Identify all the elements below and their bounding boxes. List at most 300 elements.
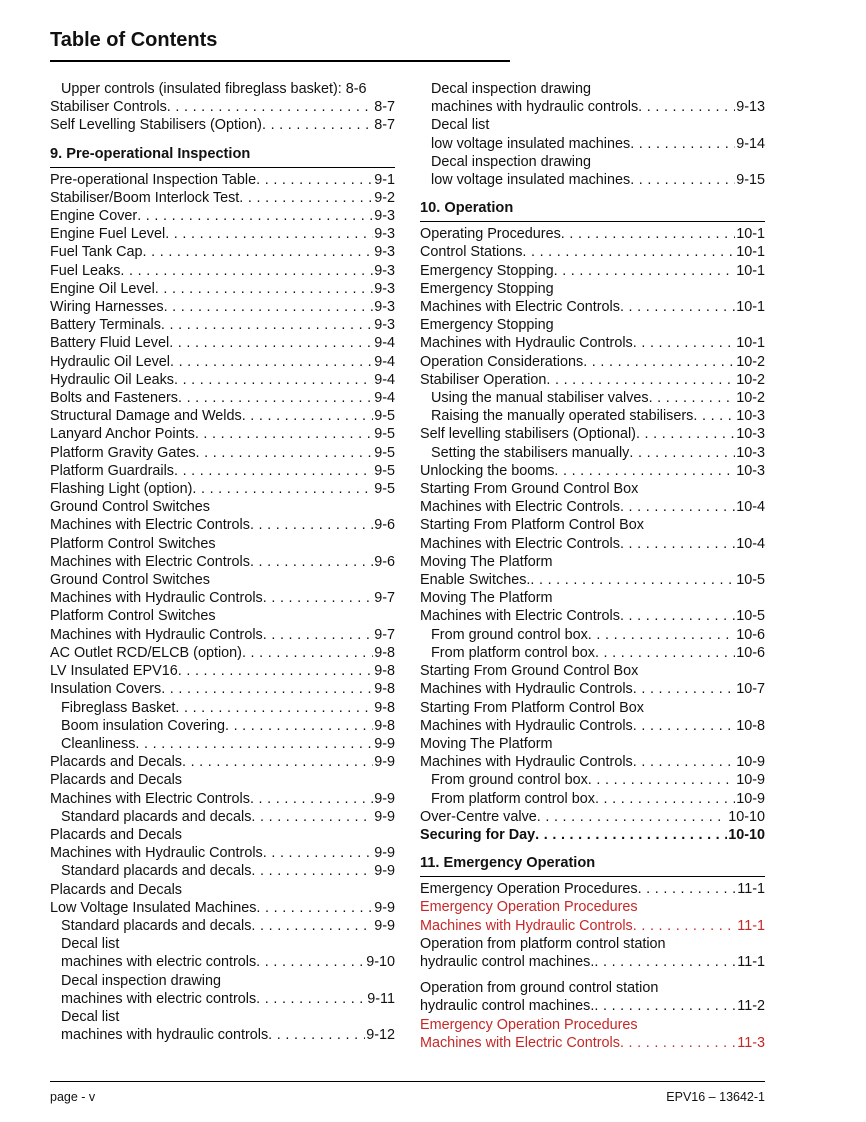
dot-leader [537, 808, 727, 826]
toc-entry-title: Self Levelling Stabilisers (Option) [50, 117, 262, 134]
toc-entry-title: Emergency Operation Procedures [420, 881, 638, 898]
toc-entry-page: 9-8 [374, 717, 395, 734]
toc-entry[interactable] [420, 98, 765, 116]
toc-entry[interactable] [50, 98, 395, 116]
toc-entry[interactable] [50, 826, 395, 844]
toc-entry[interactable] [420, 735, 765, 753]
toc-entry[interactable] [50, 280, 395, 298]
toc-right-column [420, 80, 765, 1052]
toc-entry[interactable] [50, 990, 395, 1008]
toc-entry[interactable] [420, 535, 765, 553]
toc-entry-page: 9-4 [374, 371, 395, 388]
toc-entry[interactable] [50, 298, 395, 316]
toc-entry-page: 9-6 [374, 553, 395, 570]
toc-entry[interactable] [420, 808, 765, 826]
toc-entry-title: Placards and Decals [50, 772, 182, 789]
toc-entry-page: 10-3 [736, 444, 765, 461]
toc-entry-title: Emergency Operation Procedures [420, 899, 638, 916]
dot-leader [195, 425, 373, 443]
toc-entry-title: Decal inspection drawing [61, 972, 221, 989]
dot-leader [167, 98, 373, 116]
toc-entry[interactable] [50, 425, 395, 443]
section-heading: 11. Emergency Operation [420, 854, 765, 877]
toc-entry[interactable] [420, 997, 765, 1015]
dot-leader [169, 334, 373, 352]
dot-leader [263, 844, 373, 862]
toc-entry[interactable] [50, 535, 395, 553]
dot-leader [174, 462, 373, 480]
toc-entry[interactable] [50, 717, 395, 735]
toc-entry-title: Machines with Hydraulic Controls [420, 754, 633, 771]
toc-entry-page: 9-13 [736, 99, 765, 116]
toc-entry[interactable] [50, 935, 395, 953]
toc-entry-title: AC Outlet RCD/ELCB (option) [50, 644, 242, 661]
toc-entry-title: Machines with Electric Controls [420, 299, 620, 316]
toc-entry[interactable] [420, 571, 765, 589]
toc-entry[interactable] [420, 153, 765, 171]
dot-leader [256, 171, 373, 189]
toc-entry-title: Platform Control Switches [50, 608, 216, 625]
toc-entry-page: 11-3 [737, 1034, 765, 1051]
toc-entry[interactable] [50, 334, 395, 352]
toc-entry-title: Decal list [61, 1008, 120, 1025]
toc-entry-title: From ground control box [431, 626, 588, 643]
toc-entry-title: machines with hydraulic controls [61, 1027, 269, 1044]
toc-entry-page: 9-8 [374, 681, 395, 698]
toc-entry[interactable] [420, 116, 765, 134]
toc-entry-page: 9-2 [374, 189, 395, 206]
dot-leader [170, 353, 373, 371]
toc-entry-title: hydraulic control machines. [420, 998, 595, 1015]
title-divider [50, 60, 510, 62]
toc-entry-page: 10-6 [736, 626, 765, 643]
toc-entry-title: Machines with Hydraulic Controls [420, 335, 633, 352]
toc-entry[interactable] [50, 389, 395, 407]
toc-entry-page: 9-7 [374, 626, 395, 643]
toc-entry[interactable] [420, 389, 765, 407]
toc-entry-title: Platform Control Switches [50, 535, 216, 552]
dot-leader [192, 480, 373, 498]
toc-entry[interactable] [50, 116, 395, 134]
toc-entry-title: Structural Damage and Welds [50, 408, 242, 425]
toc-entry[interactable] [420, 298, 765, 316]
toc-entry-page: 9-3 [374, 244, 395, 261]
toc-entry-title: Emergency Stopping [420, 262, 554, 279]
toc-entry-title: Stabiliser Controls [50, 99, 167, 116]
toc-entry-page: 10-5 [736, 608, 765, 625]
dot-leader [174, 371, 373, 389]
toc-entry-page: 9-8 [374, 644, 395, 661]
dot-leader [256, 953, 365, 971]
dot-leader [165, 225, 373, 243]
toc-entry-title: Cleanliness [61, 735, 136, 752]
toc-left-column [50, 80, 395, 1044]
toc-entry[interactable] [420, 225, 765, 243]
dot-leader [633, 334, 735, 352]
toc-entry[interactable] [50, 607, 395, 625]
toc-entry-title: Operating Procedures [420, 226, 561, 243]
toc-entry-page: 10-2 [736, 390, 765, 407]
dot-leader [588, 626, 735, 644]
toc-entry[interactable] [420, 607, 765, 625]
toc-entry-page: 10-9 [736, 754, 765, 771]
toc-entry[interactable] [420, 243, 765, 261]
footer-divider [50, 1081, 765, 1082]
toc-entry-title: Platform Guardrails [50, 462, 174, 479]
toc-entry-title: Engine Oil Level [50, 280, 155, 297]
toc-entry[interactable] [50, 207, 395, 225]
dot-leader [595, 644, 735, 662]
toc-entry[interactable] [50, 844, 395, 862]
toc-entry[interactable] [420, 790, 765, 808]
toc-entry-title: Machines with Hydraulic Controls [420, 917, 633, 934]
toc-entry[interactable] [50, 171, 395, 189]
toc-entry[interactable] [420, 589, 765, 607]
toc-entry[interactable] [50, 790, 395, 808]
toc-entry-page: 8-7 [374, 99, 395, 116]
toc-entry[interactable] [50, 498, 395, 516]
dot-leader [583, 353, 735, 371]
toc-entry[interactable] [420, 753, 765, 771]
toc-entry-title: Operation from ground control station [420, 980, 659, 997]
toc-entry[interactable] [420, 626, 765, 644]
toc-entry-page: 9-9 [374, 808, 395, 825]
toc-entry-title: Low Voltage Insulated Machines [50, 899, 257, 916]
toc-entry-title: Starting From Platform Control Box [420, 699, 644, 716]
toc-entry-page: 9-3 [374, 262, 395, 279]
toc-entry[interactable] [420, 1034, 765, 1052]
toc-entry[interactable] [420, 262, 765, 280]
toc-entry-title: Fuel Leaks [50, 262, 121, 279]
dot-leader [251, 917, 373, 935]
toc-entry-page: 10-1 [736, 262, 765, 279]
toc-entry-page: 10-6 [736, 644, 765, 661]
toc-entry-page: 8-7 [374, 117, 395, 134]
dot-leader [250, 790, 373, 808]
toc-entry-page: 10-3 [736, 426, 765, 443]
toc-entry[interactable] [50, 225, 395, 243]
dot-leader [649, 389, 736, 407]
toc-entry-title: Upper controls (insulated fibreglass basket): 8-6 [61, 81, 367, 97]
toc-entry-page: 9-9 [374, 899, 395, 916]
toc-entry-page: 10-10 [728, 808, 765, 825]
toc-entry[interactable] [420, 553, 765, 571]
toc-entry-page: 9-3 [374, 208, 395, 225]
dot-leader [633, 717, 735, 735]
toc-entry[interactable] [420, 1016, 765, 1034]
toc-entry-page: 10-3 [736, 408, 765, 425]
toc-entry-title: Starting From Platform Control Box [420, 517, 644, 534]
toc-entry-page: 11-2 [737, 998, 765, 1015]
toc-entry[interactable] [50, 881, 395, 899]
toc-entry[interactable] [420, 953, 765, 971]
toc-entry[interactable] [50, 771, 395, 789]
toc-entry-title: Moving The Platform [420, 553, 553, 570]
toc-entry-page: 10-5 [736, 572, 765, 589]
toc-entry-title: Standard placards and decals [61, 863, 252, 880]
toc-entry-page: 9-8 [374, 699, 395, 716]
toc-entry-title: Fuel Tank Cap [50, 244, 143, 261]
toc-entry-title: Stabiliser/Boom Interlock Test [50, 189, 240, 206]
toc-entry-page: 9-10 [366, 954, 395, 971]
toc-entry-title: Over-Centre valve [420, 808, 537, 825]
toc-entry[interactable] [420, 80, 765, 98]
toc-entry[interactable] [420, 644, 765, 662]
dot-leader [638, 880, 737, 898]
toc-entry-title: Raising the manually operated stabilisers [431, 408, 694, 425]
toc-entry-title: LV Insulated EPV16 [50, 663, 178, 680]
dot-leader [638, 98, 735, 116]
dot-leader [161, 680, 373, 698]
toc-entry[interactable] [420, 516, 765, 534]
dot-leader [620, 1034, 736, 1052]
toc-entry[interactable] [50, 662, 395, 680]
toc-entry[interactable] [50, 407, 395, 425]
toc-entry[interactable] [50, 353, 395, 371]
dot-leader [620, 498, 735, 516]
toc-entry-page: 10-9 [736, 772, 765, 789]
toc-entry-page: 9-3 [374, 226, 395, 243]
toc-entry[interactable] [420, 662, 765, 680]
toc-entry-title: Control Stations [420, 244, 523, 261]
dot-leader [693, 407, 735, 425]
spacer [420, 971, 765, 979]
toc-entry-page: 9-4 [374, 390, 395, 407]
dot-leader [630, 171, 735, 189]
toc-entry[interactable] [50, 899, 395, 917]
toc-entry[interactable] [50, 571, 395, 589]
toc-entry[interactable] [420, 425, 765, 443]
toc-entry[interactable] [420, 171, 765, 189]
toc-entry-title: Lanyard Anchor Points [50, 426, 195, 443]
toc-entry-page: 9-4 [374, 353, 395, 370]
toc-entry[interactable] [50, 480, 395, 498]
toc-entry[interactable] [50, 243, 395, 261]
toc-entry-title: Machines with Hydraulic Controls [50, 845, 263, 862]
toc-entry[interactable] [50, 953, 395, 971]
toc-entry[interactable] [50, 735, 395, 753]
toc-entry-title: Emergency Operation Procedures [420, 1016, 638, 1033]
toc-entry-title: Platform Gravity Gates [50, 444, 196, 461]
toc-entry[interactable] [420, 880, 765, 898]
toc-entry[interactable] [420, 462, 765, 480]
toc-entry-title: Insulation Covers [50, 681, 162, 698]
toc-entry-title: Machines with Electric Controls [420, 535, 620, 552]
dot-leader [178, 662, 373, 680]
toc-entry-page: 9-5 [374, 426, 395, 443]
toc-entry[interactable] [420, 480, 765, 498]
toc-entry-page: 11-1 [737, 881, 765, 898]
toc-entry[interactable] [420, 717, 765, 735]
toc-entry-title: From platform control box [431, 790, 595, 807]
toc-entry[interactable] [50, 316, 395, 334]
toc-entry[interactable] [420, 316, 765, 334]
toc-entry[interactable] [420, 979, 765, 997]
toc-entry[interactable] [50, 189, 395, 207]
toc-entry-title: Ground Control Switches [50, 499, 210, 516]
dot-leader [251, 808, 373, 826]
toc-entry-title: From ground control box [431, 772, 588, 789]
toc-entry[interactable] [50, 808, 395, 826]
dot-leader [135, 735, 373, 753]
toc-entry-title: low voltage insulated machines [431, 135, 631, 152]
dot-leader [137, 207, 373, 225]
dot-leader [225, 717, 373, 735]
toc-entry[interactable] [50, 1026, 395, 1044]
toc-entry-page: 10-7 [736, 681, 765, 698]
toc-entry-page: 10-10 [728, 826, 765, 843]
toc-entry-title: Hydraulic Oil Leaks [50, 371, 174, 388]
toc-entry[interactable] [420, 935, 765, 953]
dot-leader [522, 243, 735, 261]
toc-entry[interactable] [50, 80, 395, 98]
toc-entry[interactable] [50, 553, 395, 571]
toc-entry-page: 9-9 [374, 917, 395, 934]
toc-entry-page: 9-9 [374, 863, 395, 880]
toc-entry[interactable] [50, 626, 395, 644]
dot-leader [588, 771, 735, 789]
dot-leader [620, 298, 735, 316]
dot-leader [594, 997, 736, 1015]
toc-entry-title: Self levelling stabilisers (Optional) [420, 426, 636, 443]
toc-entry[interactable] [420, 334, 765, 352]
toc-entry-title: Flashing Light (option) [50, 481, 193, 498]
toc-entry-page: 9-3 [374, 280, 395, 297]
toc-entry-page: 9-12 [366, 1027, 395, 1044]
footer-page-number: page - v [50, 1090, 96, 1104]
toc-entry-title: hydraulic control machines. [420, 953, 595, 970]
toc-entry-title: Decal list [61, 936, 120, 953]
toc-entry[interactable] [420, 898, 765, 916]
toc-entry[interactable] [50, 753, 395, 771]
toc-entry-page: 9-5 [374, 481, 395, 498]
toc-entry-page: 9-9 [374, 845, 395, 862]
toc-entry[interactable] [420, 917, 765, 935]
dot-leader [164, 298, 374, 316]
dot-leader [268, 1026, 365, 1044]
dot-leader [178, 389, 373, 407]
toc-entry-page: 9-1 [374, 171, 395, 188]
dot-leader [554, 262, 736, 280]
toc-entry[interactable] [50, 644, 395, 662]
toc-entry-title: Hydraulic Oil Level [50, 353, 170, 370]
toc-entry-title: Machines with Hydraulic Controls [50, 626, 263, 643]
toc-entry[interactable] [50, 262, 395, 280]
toc-entry-title: Machines with Hydraulic Controls [420, 717, 633, 734]
toc-entry[interactable] [50, 972, 395, 990]
toc-entry-title: Decal inspection drawing [431, 81, 591, 97]
toc-entry-title: Operation Considerations [420, 353, 584, 370]
toc-entry-page: 9-5 [374, 408, 395, 425]
toc-entry-page: 9-5 [374, 444, 395, 461]
toc-entry-page: 9-8 [374, 663, 395, 680]
toc-entry-title: Securing for Day [420, 826, 536, 843]
toc-entry-page: 11-1 [737, 917, 765, 934]
dot-leader [633, 917, 737, 935]
toc-entry[interactable] [50, 516, 395, 534]
toc-entry-title: Machines with Electric Controls [420, 608, 620, 625]
dot-leader [251, 862, 373, 880]
toc-entry-page: 9-9 [374, 735, 395, 752]
toc-entry[interactable] [420, 135, 765, 153]
toc-entry[interactable] [420, 498, 765, 516]
toc-entry[interactable] [420, 699, 765, 717]
toc-entry[interactable] [50, 371, 395, 389]
toc-entry[interactable] [50, 680, 395, 698]
dot-leader [256, 990, 366, 1008]
dot-leader [546, 371, 735, 389]
toc-entry-title: Stabiliser Operation [420, 371, 547, 388]
dot-leader [242, 644, 373, 662]
toc-entry[interactable] [420, 280, 765, 298]
dot-leader [561, 225, 735, 243]
dot-leader [262, 116, 373, 134]
toc-entry-title: Wiring Harnesses [50, 299, 164, 316]
dot-leader [630, 135, 735, 153]
toc-entry-page: 10-8 [736, 717, 765, 734]
toc-entry[interactable] [420, 353, 765, 371]
toc-entry-page: 10-1 [736, 226, 765, 243]
dot-leader [554, 462, 735, 480]
toc-entry-title: Decal inspection drawing [431, 153, 591, 170]
toc-entry[interactable] [50, 444, 395, 462]
toc-entry[interactable] [50, 862, 395, 880]
toc-entry-page: 10-9 [736, 790, 765, 807]
toc-entry-page: 9-9 [374, 790, 395, 807]
toc-entry-title: Placards and Decals [50, 754, 182, 771]
toc-entry[interactable] [420, 444, 765, 462]
dot-leader [629, 444, 735, 462]
toc-entry[interactable] [50, 1008, 395, 1026]
toc-entry-page: 9-7 [374, 590, 395, 607]
toc-entry[interactable] [420, 826, 765, 844]
toc-entry-page: 9-14 [736, 135, 765, 152]
toc-entry[interactable] [50, 462, 395, 480]
toc-entry[interactable] [50, 589, 395, 607]
toc-entry-title: machines with electric controls [61, 954, 257, 971]
toc-entry[interactable] [420, 371, 765, 389]
toc-entry-title: Bolts and Fasteners [50, 390, 178, 407]
toc-entry-page: 10-1 [736, 299, 765, 316]
toc-entry-page: 9-11 [367, 990, 395, 1007]
toc-entry-title: Decal list [431, 117, 490, 134]
toc-entry-title: Using the manual stabiliser valves [431, 390, 649, 407]
toc-entry-page: 10-3 [736, 462, 765, 479]
section-heading: 10. Operation [420, 199, 765, 222]
toc-entry-page: 11-1 [737, 953, 765, 970]
dot-leader [155, 280, 373, 298]
toc-entry-title: Moving The Platform [420, 590, 553, 607]
dot-leader [263, 626, 373, 644]
dot-leader [535, 826, 727, 844]
toc-entry[interactable] [50, 917, 395, 935]
dot-leader [175, 699, 373, 717]
toc-entry-page: 9-3 [374, 299, 395, 316]
toc-entry[interactable] [50, 699, 395, 717]
toc-entry-page: 10-2 [736, 371, 765, 388]
toc-entry[interactable] [420, 680, 765, 698]
toc-entry-title: Machines with Hydraulic Controls [50, 590, 263, 607]
toc-entry-title: Machines with Electric Controls [50, 553, 250, 570]
dot-leader [250, 553, 373, 571]
toc-entry-title: Emergency Stopping [420, 280, 554, 297]
toc-entry-title: Enable Switches. [420, 572, 531, 589]
toc-entry[interactable] [420, 771, 765, 789]
toc-entry-title: Engine Cover [50, 208, 138, 225]
dot-leader [239, 189, 373, 207]
toc-entry-title: From platform control box [431, 644, 595, 661]
toc-entry[interactable] [420, 407, 765, 425]
